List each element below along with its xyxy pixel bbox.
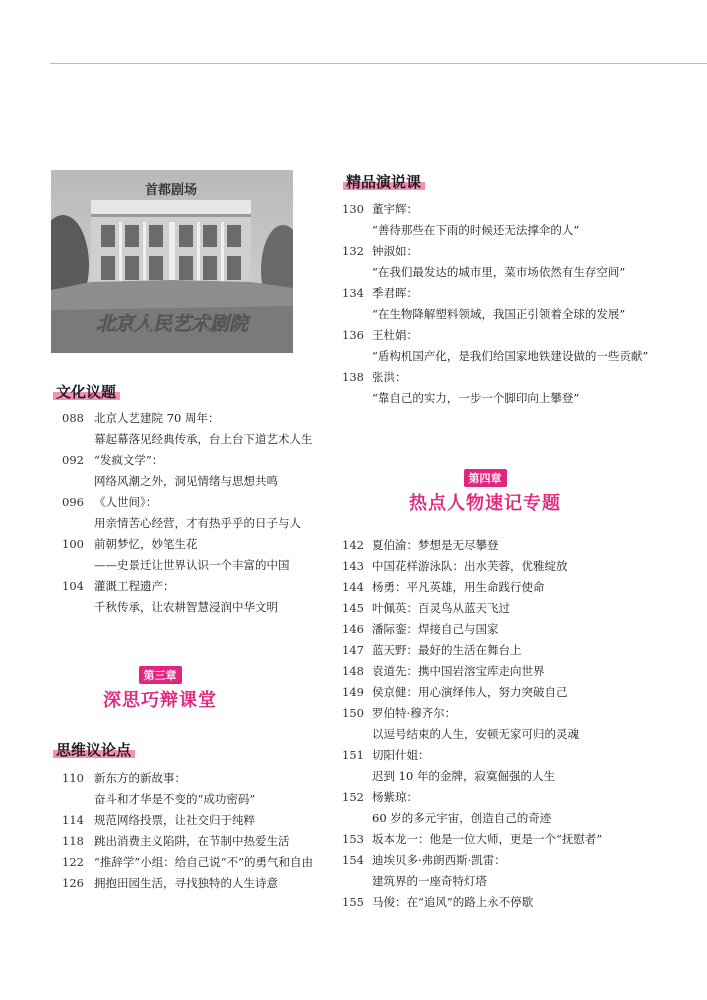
- entry-title: 夏伯渝：梦想是无尽攀登: [372, 538, 499, 552]
- section-thinking-label: 思维议论点: [56, 741, 132, 759]
- entry-title: 杨勇：平凡英雄，用生命践行使命: [372, 580, 545, 594]
- entry-title: 蓝天野：最好的生活在舞台上: [372, 643, 522, 657]
- entry-title: 季君晖：: [372, 286, 418, 300]
- toc-entry: [342, 325, 648, 346]
- section-speech-label: 精品演说课: [346, 173, 422, 191]
- toc-entry: [342, 829, 602, 850]
- entry-title: 规范网络投票，让社交归于纯粹: [94, 813, 255, 827]
- toc-entry: [342, 703, 602, 724]
- toc-entry: [62, 576, 313, 597]
- toc-entry: [62, 852, 313, 873]
- chapter-3-header: [80, 664, 240, 712]
- toc-entry: [62, 450, 313, 471]
- entry-subtitle: 用亲情苦心经营，才有热乎乎的日子与人: [94, 516, 301, 530]
- entry-subtitle: “善待那些在下雨的时候还无法撑伞的人”: [372, 223, 580, 237]
- toc-entry: [342, 535, 602, 556]
- section-title-culture: [56, 381, 116, 402]
- page-number: 145: [342, 601, 364, 615]
- hot-figures-list: [342, 535, 602, 913]
- entry-title: 拥抱田园生活，寻找独特的人生诗意: [94, 876, 278, 890]
- chapter-3-label: 第三章: [139, 666, 182, 684]
- page-number: 114: [62, 813, 84, 827]
- entry-title: 《人世间》：: [94, 495, 158, 509]
- page-number: 092: [62, 453, 84, 467]
- entry-title: 杨紫琼：: [372, 790, 418, 804]
- toc-entry: [342, 577, 602, 598]
- entry-subtitle: 60 岁的多元宇宙，创造自己的奇迹: [372, 811, 552, 825]
- entry-title: 灌溉工程遗产：: [94, 579, 175, 593]
- page-number: 149: [342, 685, 364, 699]
- toc-entry: [62, 768, 313, 789]
- page-number: 110: [62, 771, 84, 785]
- entry-subtitle: “在我们最发达的城市里，菜市场依然有生存空间”: [372, 265, 626, 279]
- toc-entry: [342, 556, 602, 577]
- entry-title: 迪埃贝多·弗朗西斯·凯雷：: [372, 853, 506, 867]
- theatre-photo: [51, 170, 293, 353]
- entry-subtitle: ——史景迁让世界认识一个丰富的中国: [94, 558, 290, 572]
- entry-subtitle: 网络风潮之外，洞见情绪与思想共鸣: [94, 474, 278, 488]
- entry-title: 罗伯特·穆齐尔：: [372, 706, 457, 720]
- thinking-list: [62, 768, 313, 894]
- page-number: 104: [62, 579, 84, 593]
- chapter-3-title: 深思巧辩课堂: [103, 690, 217, 711]
- chapter-4-header: [380, 467, 590, 515]
- entry-title: 王杜娟：: [372, 328, 418, 342]
- page-number: 126: [62, 876, 84, 890]
- page-number: 100: [62, 537, 84, 551]
- page-number: 118: [62, 834, 84, 848]
- entry-title: 北京人艺建院 70 周年：: [94, 411, 220, 425]
- page-number: 143: [342, 559, 364, 573]
- entry-subtitle: 迟到 10 年的金牌，寂寞倔强的人生: [372, 769, 555, 783]
- page-number: 151: [342, 748, 364, 762]
- page-number: 096: [62, 495, 84, 509]
- toc-entry: [342, 892, 602, 913]
- toc-entry: [62, 873, 313, 894]
- toc-entry: [62, 534, 313, 555]
- page-number: 138: [342, 370, 364, 384]
- toc-entry: [62, 492, 313, 513]
- page-number: 154: [342, 853, 364, 867]
- entry-title: 钟淑如：: [372, 244, 418, 258]
- page-number: 122: [62, 855, 84, 869]
- page-number: 150: [342, 706, 364, 720]
- toc-entry: [342, 619, 602, 640]
- entry-title: 中国花样游泳队：出水芙蓉，优雅绽放: [372, 559, 568, 573]
- page-number: 146: [342, 622, 364, 636]
- section-title-speech: [346, 171, 421, 192]
- page-number: 130: [342, 202, 364, 216]
- speech-list: [342, 199, 648, 409]
- section-culture-label: 文化议题: [56, 383, 117, 401]
- entry-subtitle: 奋斗和才华是不变的“成功密码”: [94, 792, 256, 806]
- entry-subtitle: 幕起幕落见经典传承，台上台下道艺术人生: [94, 432, 313, 446]
- entry-subtitle: 建筑界的一座奇特灯塔: [372, 874, 487, 888]
- page-number: 132: [342, 244, 364, 258]
- chapter-4-label: 第四章: [464, 469, 507, 487]
- toc-entry: [342, 850, 602, 871]
- entry-title: 董宇辉：: [372, 202, 418, 216]
- entry-title: 袁道先：携中国岩溶宝库走向世界: [372, 664, 545, 678]
- toc-entry: [342, 640, 602, 661]
- page-number: 153: [342, 832, 364, 846]
- entry-title: 潘际銮：焊接自己与国家: [372, 622, 499, 636]
- entry-subtitle: “靠自己的实力，一步一个脚印向上攀登”: [372, 391, 580, 405]
- entry-title: 新东方的新故事：: [94, 771, 186, 785]
- page-number: 134: [342, 286, 364, 300]
- entry-title: 前朝梦忆，妙笔生花: [94, 537, 198, 551]
- page-number: 088: [62, 411, 84, 425]
- page-number: 142: [342, 538, 364, 552]
- entry-title: 张洪：: [372, 370, 407, 384]
- page-number: 148: [342, 664, 364, 678]
- entry-subtitle: “盾构机国产化，是我们给国家地铁建设做的一些贡献”: [372, 349, 649, 363]
- page-number: 152: [342, 790, 364, 804]
- top-divider: [50, 63, 707, 64]
- page-number: 147: [342, 643, 364, 657]
- chapter-4-title: 热点人物速记专题: [409, 493, 561, 514]
- toc-entry: [342, 283, 648, 304]
- entry-title: 坂本龙一：他是一位大师，更是一个“抚慰者”: [372, 832, 603, 846]
- entry-title: “推辞学”小组：给自己说“不”的勇气和自由: [94, 855, 314, 869]
- toc-entry: [342, 367, 648, 388]
- toc-entry: [342, 241, 648, 262]
- page-number: 155: [342, 895, 364, 909]
- entry-title: 侯京健：用心演绎伟人，努力突破自己: [372, 685, 568, 699]
- page-number: 144: [342, 580, 364, 594]
- theatre-sign-bottom: 北京人民艺术剧院: [95, 313, 249, 335]
- toc-entry: [62, 831, 313, 852]
- culture-list: [62, 408, 313, 618]
- toc-entry: [342, 598, 602, 619]
- toc-entry: [62, 408, 313, 429]
- theatre-sign-top: 首都剧场: [144, 183, 198, 198]
- entry-title: 跳出消费主义陷阱，在节制中热爱生活: [94, 834, 290, 848]
- entry-title: 叶佩英：百灵鸟从蓝天飞过: [372, 601, 510, 615]
- entry-subtitle: 千秋传承，让农耕智慧浸润中华文明: [94, 600, 278, 614]
- toc-entry: [342, 745, 602, 766]
- toc-entry: [342, 787, 602, 808]
- toc-entry: [342, 661, 602, 682]
- section-title-thinking: [56, 739, 131, 760]
- entry-title: 马俊：在“追风”的路上永不停歇: [372, 895, 534, 909]
- entry-title: “发疯文学”：: [94, 453, 164, 467]
- entry-subtitle: 以逗号结束的人生，安顿无家可归的灵魂: [372, 727, 579, 741]
- entry-subtitle: “在生物降解塑料领域，我国正引领着全球的发展”: [372, 307, 626, 321]
- entry-title: 切阳什姐：: [372, 748, 430, 762]
- page-number: 136: [342, 328, 364, 342]
- toc-entry: [342, 682, 602, 703]
- toc-entry: [62, 810, 313, 831]
- toc-entry: [342, 199, 648, 220]
